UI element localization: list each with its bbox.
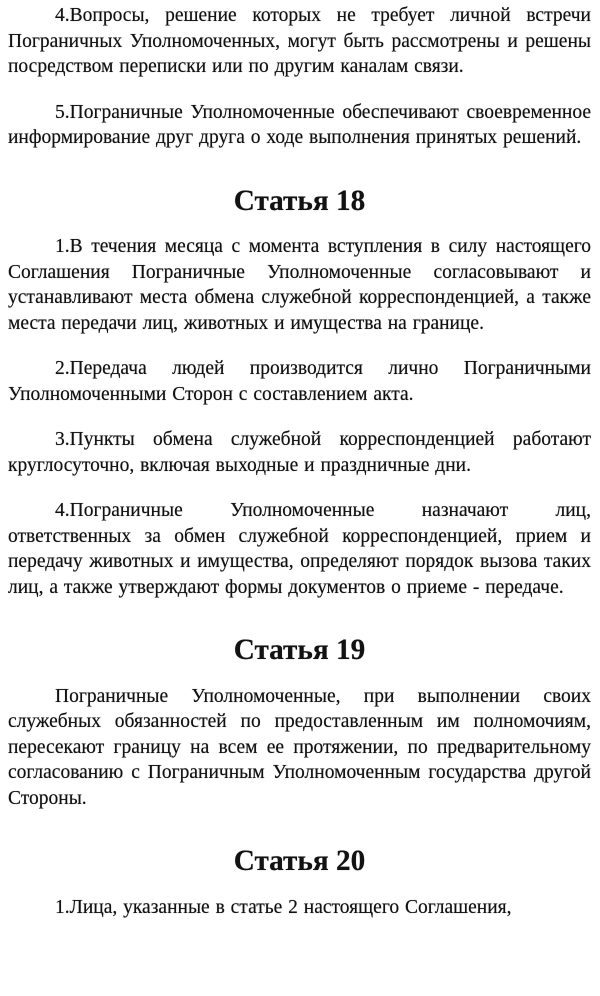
article-heading: Статья 18	[233, 184, 366, 217]
paragraph: Пограничные Уполномоченные, при выполнении своих служебных обязанностей по предоставленным им полномочиям, пересекают границу на всем ее протяжении, по предварительному согласованию с Пограничным Уполномоченным государства другой Стороны.	[8, 685, 591, 809]
document-body	[8, 3, 591, 920]
paragraph: 1.В течения месяца с момента вступления в силу настоящего Соглашения Пограничные Уполномоченные согласовывают и устанавливают места обмена служебной корреспонденцией, а также места передачи лиц, животных и имущества на границе.	[8, 236, 591, 334]
paragraph: 2.Передача людей производится лично Пограничными Уполномоченными Сторон с составлением акта.	[8, 358, 591, 405]
paragraph: 4.Пограничные Уполномоченные назначают лиц, ответственных за обмен служебной корреспонденцией, прием и передачу животных и имущества, определяют порядок вызова таких лиц, а также утверждают формы документов о приеме - передаче.	[8, 500, 591, 598]
article-heading: Статья 19	[233, 634, 366, 666]
paragraph: 5.Пограничные Уполномоченные обеспечивают своевременное информирование друг друга о ходе выполнения принятых решений.	[8, 101, 591, 148]
paragraph: 3.Пункты обмена служебной корреспонденцией работают круглосуточно, включая выходные и праздничные дни.	[8, 429, 591, 476]
paragraph: 4.Вопросы, решение которых не требует личной встречи Пограничных Уполномоченных, могут быть рассмотрены и решены посредством переписки или по другим каналам связи.	[8, 5, 591, 77]
paragraph: 1.Лица, указанные в статье 2 настоящего Соглашения,	[55, 896, 512, 918]
article-heading: Статья 20	[233, 845, 366, 877]
